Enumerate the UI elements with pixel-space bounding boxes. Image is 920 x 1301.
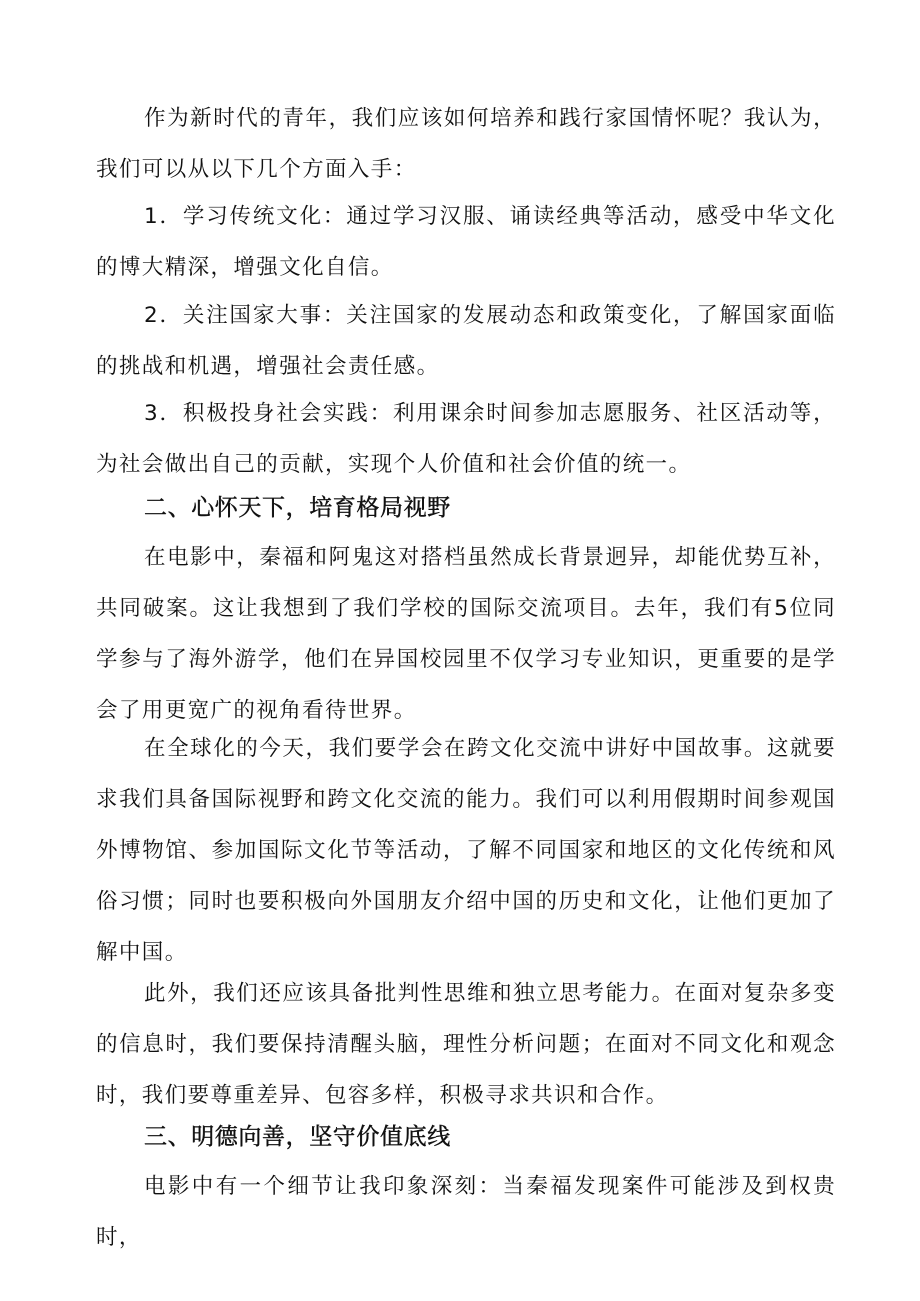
- paragraph-section2-1: 在电影中，秦福和阿鬼这对搭档虽然成长背景迥异，却能优势互补，共同破案。这让我想到了我们学校的国际交流项目。去年，我们有5位同学参与了海外游学，他们在异国校园里不仅学习专业知识，更重要的是学会了用更宽广的视角看待世界。: [96, 545, 836, 723]
- section-heading-2: 二、心怀天下，培育格局视野: [144, 495, 451, 521]
- paragraph-item-3: 3．积极投身社会实践：利用课余时间参加志愿服务、社区活动等，为社会做出自己的贡献，实现个人价值和社会价值的统一。: [96, 401, 836, 477]
- paragraph-section3-1: 电影中有一个细节让我印象深刻：当秦福发现案件可能涉及到权贵时，: [96, 1174, 836, 1250]
- paragraph-item-1: 1．学习传统文化：通过学习汉服、诵读经典等活动，感受中华文化的博大精深，增强文化自信。: [96, 204, 836, 280]
- paragraph-section2-2: 在全球化的今天，我们要学会在跨文化交流中讲好中国故事。这就要求我们具备国际视野和跨文化交流的能力。我们可以利用假期时间参观国外博物馆、参加国际文化节等活动，了解不同国家和地区的文化传统和风俗习惯；同时也要积极向外国朋友介绍中国的历史和文化，让他们更加了解中国。: [96, 736, 836, 965]
- paragraph-section2-3: 此外，我们还应该具备批判性思维和独立思考能力。在面对复杂多变的信息时，我们要保持清醒头脑，理性分析问题；在面对不同文化和观念时，我们要尊重差异、包容多样，积极寻求共识和合作。: [96, 981, 836, 1108]
- section-heading-3: 三、明德向善，坚守价值底线: [144, 1124, 451, 1150]
- paragraph-intro: 作为新时代的青年，我们应该如何培养和践行家国情怀呢？我认为，我们可以从以下几个方面入手：: [96, 106, 836, 182]
- paragraph-item-2: 2．关注国家大事：关注国家的发展动态和政策变化，了解国家面临的挑战和机遇，增强社会责任感。: [96, 303, 836, 379]
